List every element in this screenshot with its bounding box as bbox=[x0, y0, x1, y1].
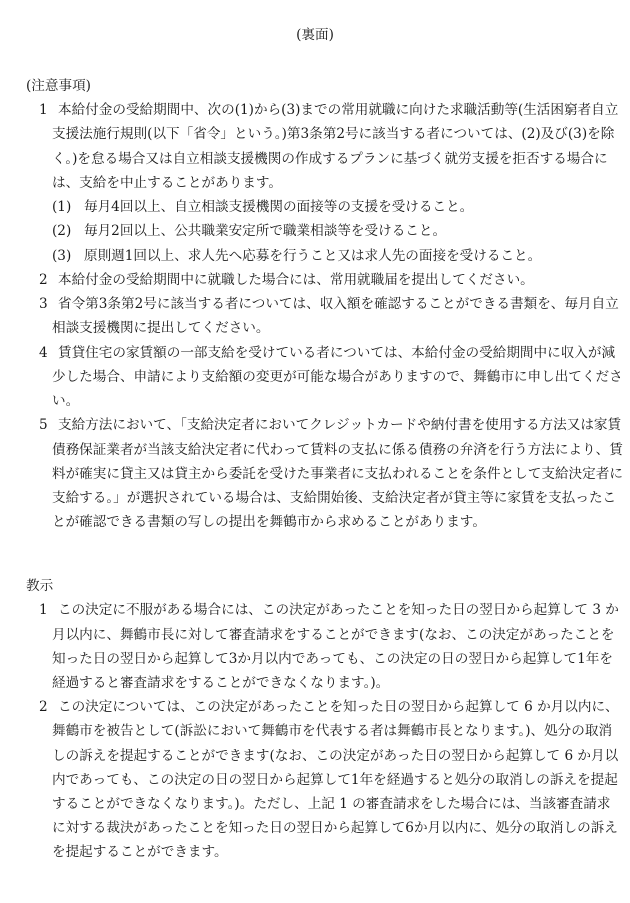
notes-heading: (注意事項) bbox=[26, 78, 91, 94]
notes-item-2-line-1: 本給付金の受給期間中に就職した場合には、常用就職届を提出してください。 bbox=[58, 272, 534, 288]
instruction-item-1-number: 1 bbox=[39, 602, 48, 618]
notes-item-1-line-3: く。)を怠る場合又は自立相談支援機関の作成するプランに基づく就労支援を拒否する場合に bbox=[52, 151, 608, 167]
instruction-item-2-number: 2 bbox=[39, 699, 48, 715]
notes-item-3-number: 3 bbox=[39, 296, 48, 312]
instruction-item-2-line-5: することができなくなります。)。ただし、上記 1 の審査請求をした場合には、当該審査請求 bbox=[52, 796, 611, 812]
notes-item-1-line-2: 支援法施行規則(以下「省令」という。)第3条第2号に該当する者については、(2)及び(3)を除 bbox=[52, 126, 615, 142]
notes-item-1-line-4: は、支給を中止することがあります。 bbox=[52, 175, 283, 191]
notes-subitem-3-number: (3) bbox=[52, 248, 72, 264]
instruction-item-2-line-1: この決定については、この決定があったことを知った日の翌日から起算して 6 か月以内に、 bbox=[58, 699, 619, 715]
page-title: (裏面) bbox=[296, 27, 334, 43]
instruction-item-2-line-6: に対する裁決があったことを知った日の翌日から起算して6か月以内に、処分の取消しの訴え bbox=[52, 820, 618, 836]
notes-item-5-number: 5 bbox=[39, 417, 48, 433]
notes-subitem-1-text: 毎月4回以上、自立相談支援機関の面接等の支援を受けること。 bbox=[84, 199, 474, 215]
notes-item-4-number: 4 bbox=[39, 345, 48, 361]
instruction-item-2-line-2: 舞鶴市を被告として(訴訟において舞鶴市を代表する者は舞鶴市長となります。)、処分の取消 bbox=[52, 723, 613, 739]
notes-item-4-line-3: い。 bbox=[52, 393, 80, 409]
instruction-heading: 教示 bbox=[26, 578, 54, 594]
notes-subitem-3-text: 原則週1回以上、求人先へ応募を行うこと又は求人先の面接を受けること。 bbox=[84, 248, 542, 264]
notes-item-5-line-1: 支給方法において、「支給決定者においてクレジットカードや納付書を使用する方法又は家賃 bbox=[58, 417, 622, 433]
instruction-item-2-line-4: 内であっても、この決定の日の翌日から起算して1年を経過すると処分の取消しの訴えを提起 bbox=[52, 772, 618, 788]
notes-item-3-line-1: 省令第3条第2号に該当する者については、収入額を確認することができる書類を、毎月自立 bbox=[58, 296, 619, 312]
notes-item-5-line-5: とが確認できる書類の写しの提出を舞鶴市から求めることがあります。 bbox=[52, 514, 486, 530]
notes-item-5-line-2: 債務保証業者が当該支給決定者に代わって賃料の支払に係る債務の弁済を行う方法により、賃 bbox=[52, 442, 623, 458]
notes-item-5-line-3: 料が確実に貸主又は貸主から委託を受けた事業者に支払われることを条件として支給決定者に bbox=[52, 466, 623, 482]
notes-item-5-line-4: 支給する。」が選択されている場合は、支給開始後、支給決定者が貸主等に家賃を支払ったこ bbox=[52, 490, 617, 506]
notes-item-2-number: 2 bbox=[39, 272, 48, 288]
notes-item-1-number: 1 bbox=[39, 102, 48, 118]
notes-subitem-1-number: (1) bbox=[52, 199, 72, 215]
instruction-item-1-line-1: この決定に不服がある場合には、この決定があったことを知った日の翌日から起算して 3 か bbox=[58, 602, 619, 618]
instruction-item-1-line-4: 経過すると審査請求をすることができなくなります。)。 bbox=[52, 675, 390, 691]
notes-item-1-line-1: 本給付金の受給期間中、次の(1)から(3)までの常用就職に向けた求職活動等(生活困窮者自立 bbox=[58, 102, 619, 118]
instruction-item-1-line-2: 月以内に、舞鶴市長に対して審査請求をすることができます(なお、この決定があったことを bbox=[52, 627, 615, 643]
notes-item-3-line-2: 相談支援機関に提出してください。 bbox=[52, 320, 270, 336]
instruction-item-1-line-3: 知った日の翌日から起算して3か月以内であっても、この決定の日の翌日から起算して1年を bbox=[52, 651, 613, 667]
notes-subitem-2-text: 毎月2回以上、公共職業安定所で職業相談等を受けること。 bbox=[84, 223, 447, 239]
notes-item-4-line-2: 少した場合、申請により支給額の変更が可能な場合がありますので、舞鶴市に申し出てくださ bbox=[52, 369, 623, 385]
instruction-item-2-line-7: を提起することができます。 bbox=[52, 844, 228, 860]
instruction-item-2-line-3: しの訴えを提起することができます(なお、この決定があった日の翌日から起算して 6 か月以 bbox=[52, 748, 619, 764]
notes-subitem-2-number: (2) bbox=[52, 223, 72, 239]
notes-item-4-line-1: 賃貸住宅の家賃額の一部支給を受けている者については、本給付金の受給期間中に収入が減 bbox=[58, 345, 616, 361]
